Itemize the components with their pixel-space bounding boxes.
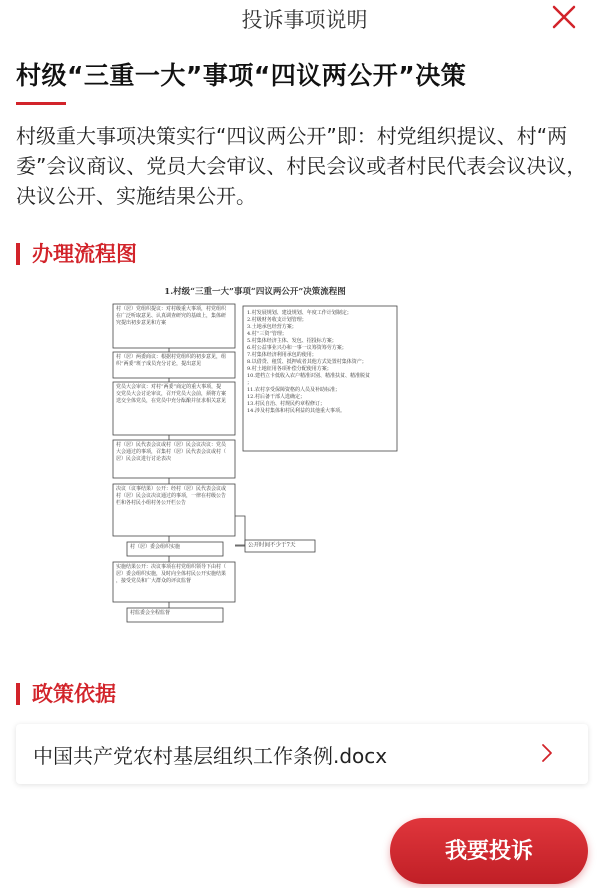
section-heading-policy: 政策依据 [16, 683, 116, 705]
document-name: 中国共产党农村基层组织工作条例.docx [33, 744, 388, 768]
flow-item-5: 5.村集体经济主体、发包、招投标方案； [247, 338, 337, 344]
policy-document-item[interactable] [16, 724, 588, 784]
flow-side-note: 公开时间不少于7天 [248, 542, 296, 549]
complain-button[interactable]: 我要投诉 [390, 818, 588, 884]
flow-item-12: 12.村后备干部人选确定； [247, 394, 305, 400]
header-bar [0, 0, 609, 34]
header-title: 投诉事项说明 [241, 8, 368, 32]
flow-step-3: 党员大会审议：对村“两委”商定的重大事项，提交党员大会讨论审议，召开党员大会前，须将方案送交全体党员，在党员中充分酝酿并征求相关意见 [116, 384, 227, 404]
flow-step-5: 决议（议事结果）公开：经村（居）民代表会议或村（居）民会议决议通过的事项，一律在村级公告栏和各村民小组村务公开栏公告 [116, 486, 227, 506]
flow-step-7: 实施结果公开：决议事项在村党组织领导下由村（居）委会组织实施，及时向全体村民公开实施结果，接受党员和广大群众的评议监督 [116, 564, 227, 584]
section-heading-flowchart: 办理流程图 [16, 243, 137, 265]
flow-step-1: 村（居）党组织提议：对村级重大事项，村党组织在广泛听取意见、认真调查研究的基础上，集体研究提出初步意见和方案 [116, 306, 227, 326]
chevron-right-icon [540, 742, 554, 764]
flow-item-6: 6.村公益事业兴办和一事一议筹资筹劳方案； [247, 345, 347, 351]
flow-item-7: 7.村集体经济利用承包的使用； [247, 352, 317, 358]
flowchart-image[interactable] [105, 278, 405, 642]
flow-item-11: 11.农村享受保障资格的人员及补助标准； [247, 387, 340, 393]
flow-step-6: 村（居）委会组织实施 [130, 544, 181, 550]
flow-item-4: 4.村“三资”管理； [247, 331, 287, 337]
title-underline [16, 102, 66, 105]
flow-item-14: 14.涉及村集体和村民利益的其他重大事项。 [247, 408, 345, 414]
close-icon[interactable] [551, 4, 577, 30]
flow-step-2: 村（居）两委商议：根据村党组织的初步意见，组织“两委”班子成员充分讨论，提出意见 [116, 354, 227, 367]
flow-step-8: 村监委会全程监督 [130, 610, 171, 616]
flow-item-13: 13.村民自治、村规民约章程修订； [247, 401, 325, 407]
flow-item-2: 2.村级财务收支计划管理； [247, 317, 307, 323]
page-title: 村级“三重一大”事项“四议两公开”决策 [16, 61, 467, 90]
flow-item-9: 9.村土地征用各项补偿分配使用方案； [247, 366, 332, 372]
flow-item-1: 1.村发展规划、建设规划、年度工作计划制定； [247, 310, 352, 316]
flow-item-8: 8.以借贷、租赁、抵押或者其他方式处置村集体资产； [247, 359, 367, 365]
description: 村级重大事项决策实行“四议两公开”即：村党组织提议、村“两委”会议商议、党员大会审议、村民会议或者村民代表会议决议，决议公开、实施结果公开。 [16, 124, 587, 208]
flowchart-title: 1.村级“三重一大”事项“四议两公开”决策流程图 [164, 287, 346, 297]
flow-item-10: 10.建档立卡低收入农户精准识别、精准扶贫、精准脱贫； [247, 373, 370, 386]
flow-step-4: 村（居）民代表会议或村（居）民会议决议：党员大会通过的事项，召集村（居）民代表会议或村（居）民会议进行讨论表决 [116, 442, 227, 462]
flow-item-3: 3.土地承包经营方案； [247, 324, 297, 330]
